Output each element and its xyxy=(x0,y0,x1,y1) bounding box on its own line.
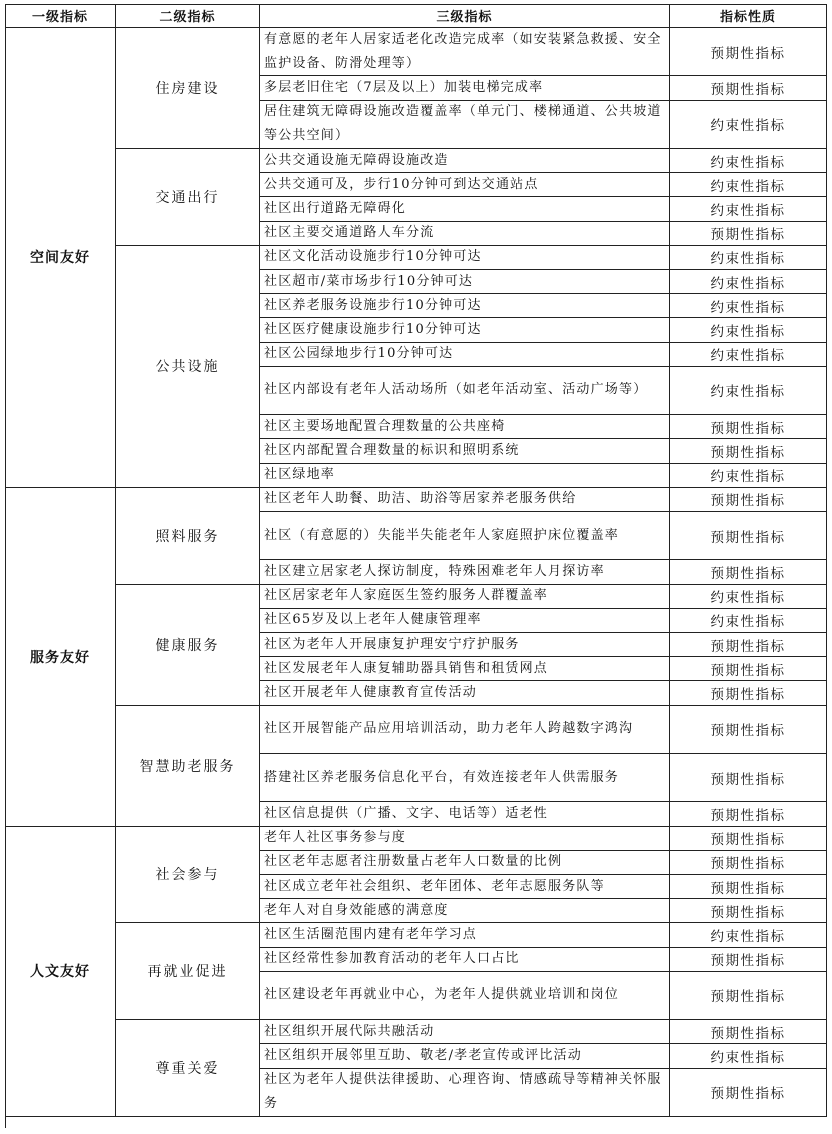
level3-indicator: 社区组织开展代际共融活动 xyxy=(260,1020,670,1044)
indicator-nature: 约束性指标 xyxy=(670,270,827,294)
indicator-nature: 预期性指标 xyxy=(670,972,827,1020)
level3-indicator: 社区开展老年人健康教育宣传活动 xyxy=(260,681,670,705)
level2-indicator: 尊重关爱 xyxy=(116,1020,260,1117)
indicator-nature: 预期性指标 xyxy=(670,76,827,100)
indicator-nature: 预期性指标 xyxy=(670,899,827,923)
level3-indicator: 社区老年志愿者注册数量占老年人口数量的比例 xyxy=(260,851,670,875)
indicator-nature: 预期性指标 xyxy=(670,681,827,705)
level3-indicator: 社区超市/菜市场步行10分钟可达 xyxy=(260,270,670,294)
level2-indicator: 照料服务 xyxy=(116,488,260,585)
indicator-nature: 约束性指标 xyxy=(670,294,827,318)
indicator-nature: 预期性指标 xyxy=(670,560,827,584)
indicator-nature: 约束性指标 xyxy=(670,1044,827,1068)
indicator-nature: 预期性指标 xyxy=(670,851,827,875)
level3-indicator: 居住建筑无障碍设施改造覆盖率（单元门、楼梯通道、公共坡道等公共空间） xyxy=(260,101,670,149)
level3-indicator: 社区绿地率 xyxy=(260,464,670,488)
level2-indicator: 智慧助老服务 xyxy=(116,706,260,827)
level3-indicator: 社区65岁及以上老年人健康管理率 xyxy=(260,609,670,633)
indicator-nature: 预期性指标 xyxy=(670,512,827,560)
level2-indicator: 健康服务 xyxy=(116,585,260,706)
level3-indicator: 社区公园绿地步行10分钟可达 xyxy=(260,343,670,367)
level3-indicator: 老年人社区事务参与度 xyxy=(260,827,670,851)
level3-indicator: 搭建社区养老服务信息化平台，有效连接老年人供需服务 xyxy=(260,754,670,802)
level3-indicator: 社区发展老年人康复辅助器具销售和租赁网点 xyxy=(260,657,670,681)
header-level2: 二级指标 xyxy=(116,4,260,28)
level2-indicator: 再就业促进 xyxy=(116,923,260,1020)
level3-indicator: 社区开展智能产品应用培训活动，助力老年人跨越数字鸿沟 xyxy=(260,706,670,754)
indicator-nature: 预期性指标 xyxy=(670,1069,827,1117)
indicator-nature: 预期性指标 xyxy=(670,802,827,826)
indicator-nature: 约束性指标 xyxy=(670,585,827,609)
level3-indicator: 社区老年人助餐、助洁、助浴等居家养老服务供给 xyxy=(260,488,670,512)
indicator-nature: 预期性指标 xyxy=(670,706,827,754)
level3-indicator: 社区成立老年社会组织、老年团体、老年志愿服务队等 xyxy=(260,875,670,899)
indicator-nature: 预期性指标 xyxy=(670,633,827,657)
indicator-nature: 预期性指标 xyxy=(670,415,827,439)
header-level3: 三级指标 xyxy=(260,4,670,28)
indicator-nature: 预期性指标 xyxy=(670,28,827,76)
level3-indicator: 社区居家老年人家庭医生签约服务人群覆盖率 xyxy=(260,585,670,609)
indicator-nature: 约束性指标 xyxy=(670,609,827,633)
level3-indicator: 社区医疗健康设施步行10分钟可达 xyxy=(260,318,670,342)
indicator-nature: 预期性指标 xyxy=(670,754,827,802)
indicator-nature: 约束性指标 xyxy=(670,318,827,342)
level3-indicator: 社区为老年人提供法律援助、心理咨询、情感疏导等精神关怀服务 xyxy=(260,1069,670,1117)
level3-indicator: 有意愿的老年人居家适老化改造完成率（如安装紧急救援、安全监护设备、防滑处理等） xyxy=(260,28,670,76)
indicator-nature: 约束性指标 xyxy=(670,101,827,149)
level3-indicator: 社区建立居家老人探访制度，特殊困难老年人月探访率 xyxy=(260,560,670,584)
level3-indicator: 社区（有意愿的）失能半失能老年人家庭照护床位覆盖率 xyxy=(260,512,670,560)
indicator-nature: 约束性指标 xyxy=(670,173,827,197)
indicator-nature: 约束性指标 xyxy=(670,149,827,173)
indicator-nature: 约束性指标 xyxy=(670,343,827,367)
level3-indicator: 公共交通可及，步行10分钟可到达交通站点 xyxy=(260,173,670,197)
level3-indicator: 社区出行道路无障碍化 xyxy=(260,197,670,221)
indicator-nature: 约束性指标 xyxy=(670,367,827,415)
indicator-nature: 预期性指标 xyxy=(670,657,827,681)
indicator-nature: 预期性指标 xyxy=(670,1020,827,1044)
indicator-nature: 预期性指标 xyxy=(670,222,827,246)
indicator-nature: 约束性指标 xyxy=(670,246,827,270)
level1-indicator: 空间友好 xyxy=(5,28,116,488)
indicator-nature: 预期性指标 xyxy=(670,948,827,972)
level3-indicator: 社区主要交通道路人车分流 xyxy=(260,222,670,246)
level3-indicator: 多层老旧住宅（7层及以上）加装电梯完成率 xyxy=(260,76,670,100)
level3-indicator: 老年人对自身效能感的满意度 xyxy=(260,899,670,923)
level3-indicator: 公共交通设施无障碍设施改造 xyxy=(260,149,670,173)
level1-indicator: 人文友好 xyxy=(5,827,116,1117)
level3-indicator: 社区主要场地配置合理数量的公共座椅 xyxy=(260,415,670,439)
level3-indicator: 社区内部设有老年人活动场所（如老年活动室、活动广场等） xyxy=(260,367,670,415)
level2-indicator: 交通出行 xyxy=(116,149,260,246)
header-level1: 一级指标 xyxy=(5,4,116,28)
level1-indicator: 服务友好 xyxy=(5,488,116,827)
level2-indicator: 公共设施 xyxy=(116,246,260,488)
indicator-nature: 预期性指标 xyxy=(670,488,827,512)
level3-indicator: 社区内部配置合理数量的标识和照明系统 xyxy=(260,439,670,463)
indicator-table xyxy=(5,4,827,1128)
indicator-nature: 约束性指标 xyxy=(670,197,827,221)
indicator-nature: 约束性指标 xyxy=(670,923,827,947)
level2-indicator: 社会参与 xyxy=(116,827,260,924)
level3-indicator: 社区为老年人开展康复护理安宁疗护服务 xyxy=(260,633,670,657)
level3-indicator: 社区组织开展邻里互助、敬老/孝老宣传或评比活动 xyxy=(260,1044,670,1068)
level3-indicator: 社区文化活动设施步行10分钟可达 xyxy=(260,246,670,270)
indicator-nature: 预期性指标 xyxy=(670,827,827,851)
header-nature: 指标性质 xyxy=(670,4,827,28)
level3-indicator: 社区养老服务设施步行10分钟可达 xyxy=(260,294,670,318)
indicator-nature: 预期性指标 xyxy=(670,875,827,899)
level3-indicator: 社区建设老年再就业中心，为老年人提供就业培训和岗位 xyxy=(260,972,670,1020)
level3-indicator: 社区信息提供（广播、文字、电话等）适老性 xyxy=(260,802,670,826)
level3-indicator: 社区经常性参加教育活动的老年人口占比 xyxy=(260,948,670,972)
indicator-nature: 预期性指标 xyxy=(670,439,827,463)
indicator-nature: 约束性指标 xyxy=(670,464,827,488)
level3-indicator: 社区生活圈范围内建有老年学习点 xyxy=(260,923,670,947)
level2-indicator: 住房建设 xyxy=(116,28,260,149)
